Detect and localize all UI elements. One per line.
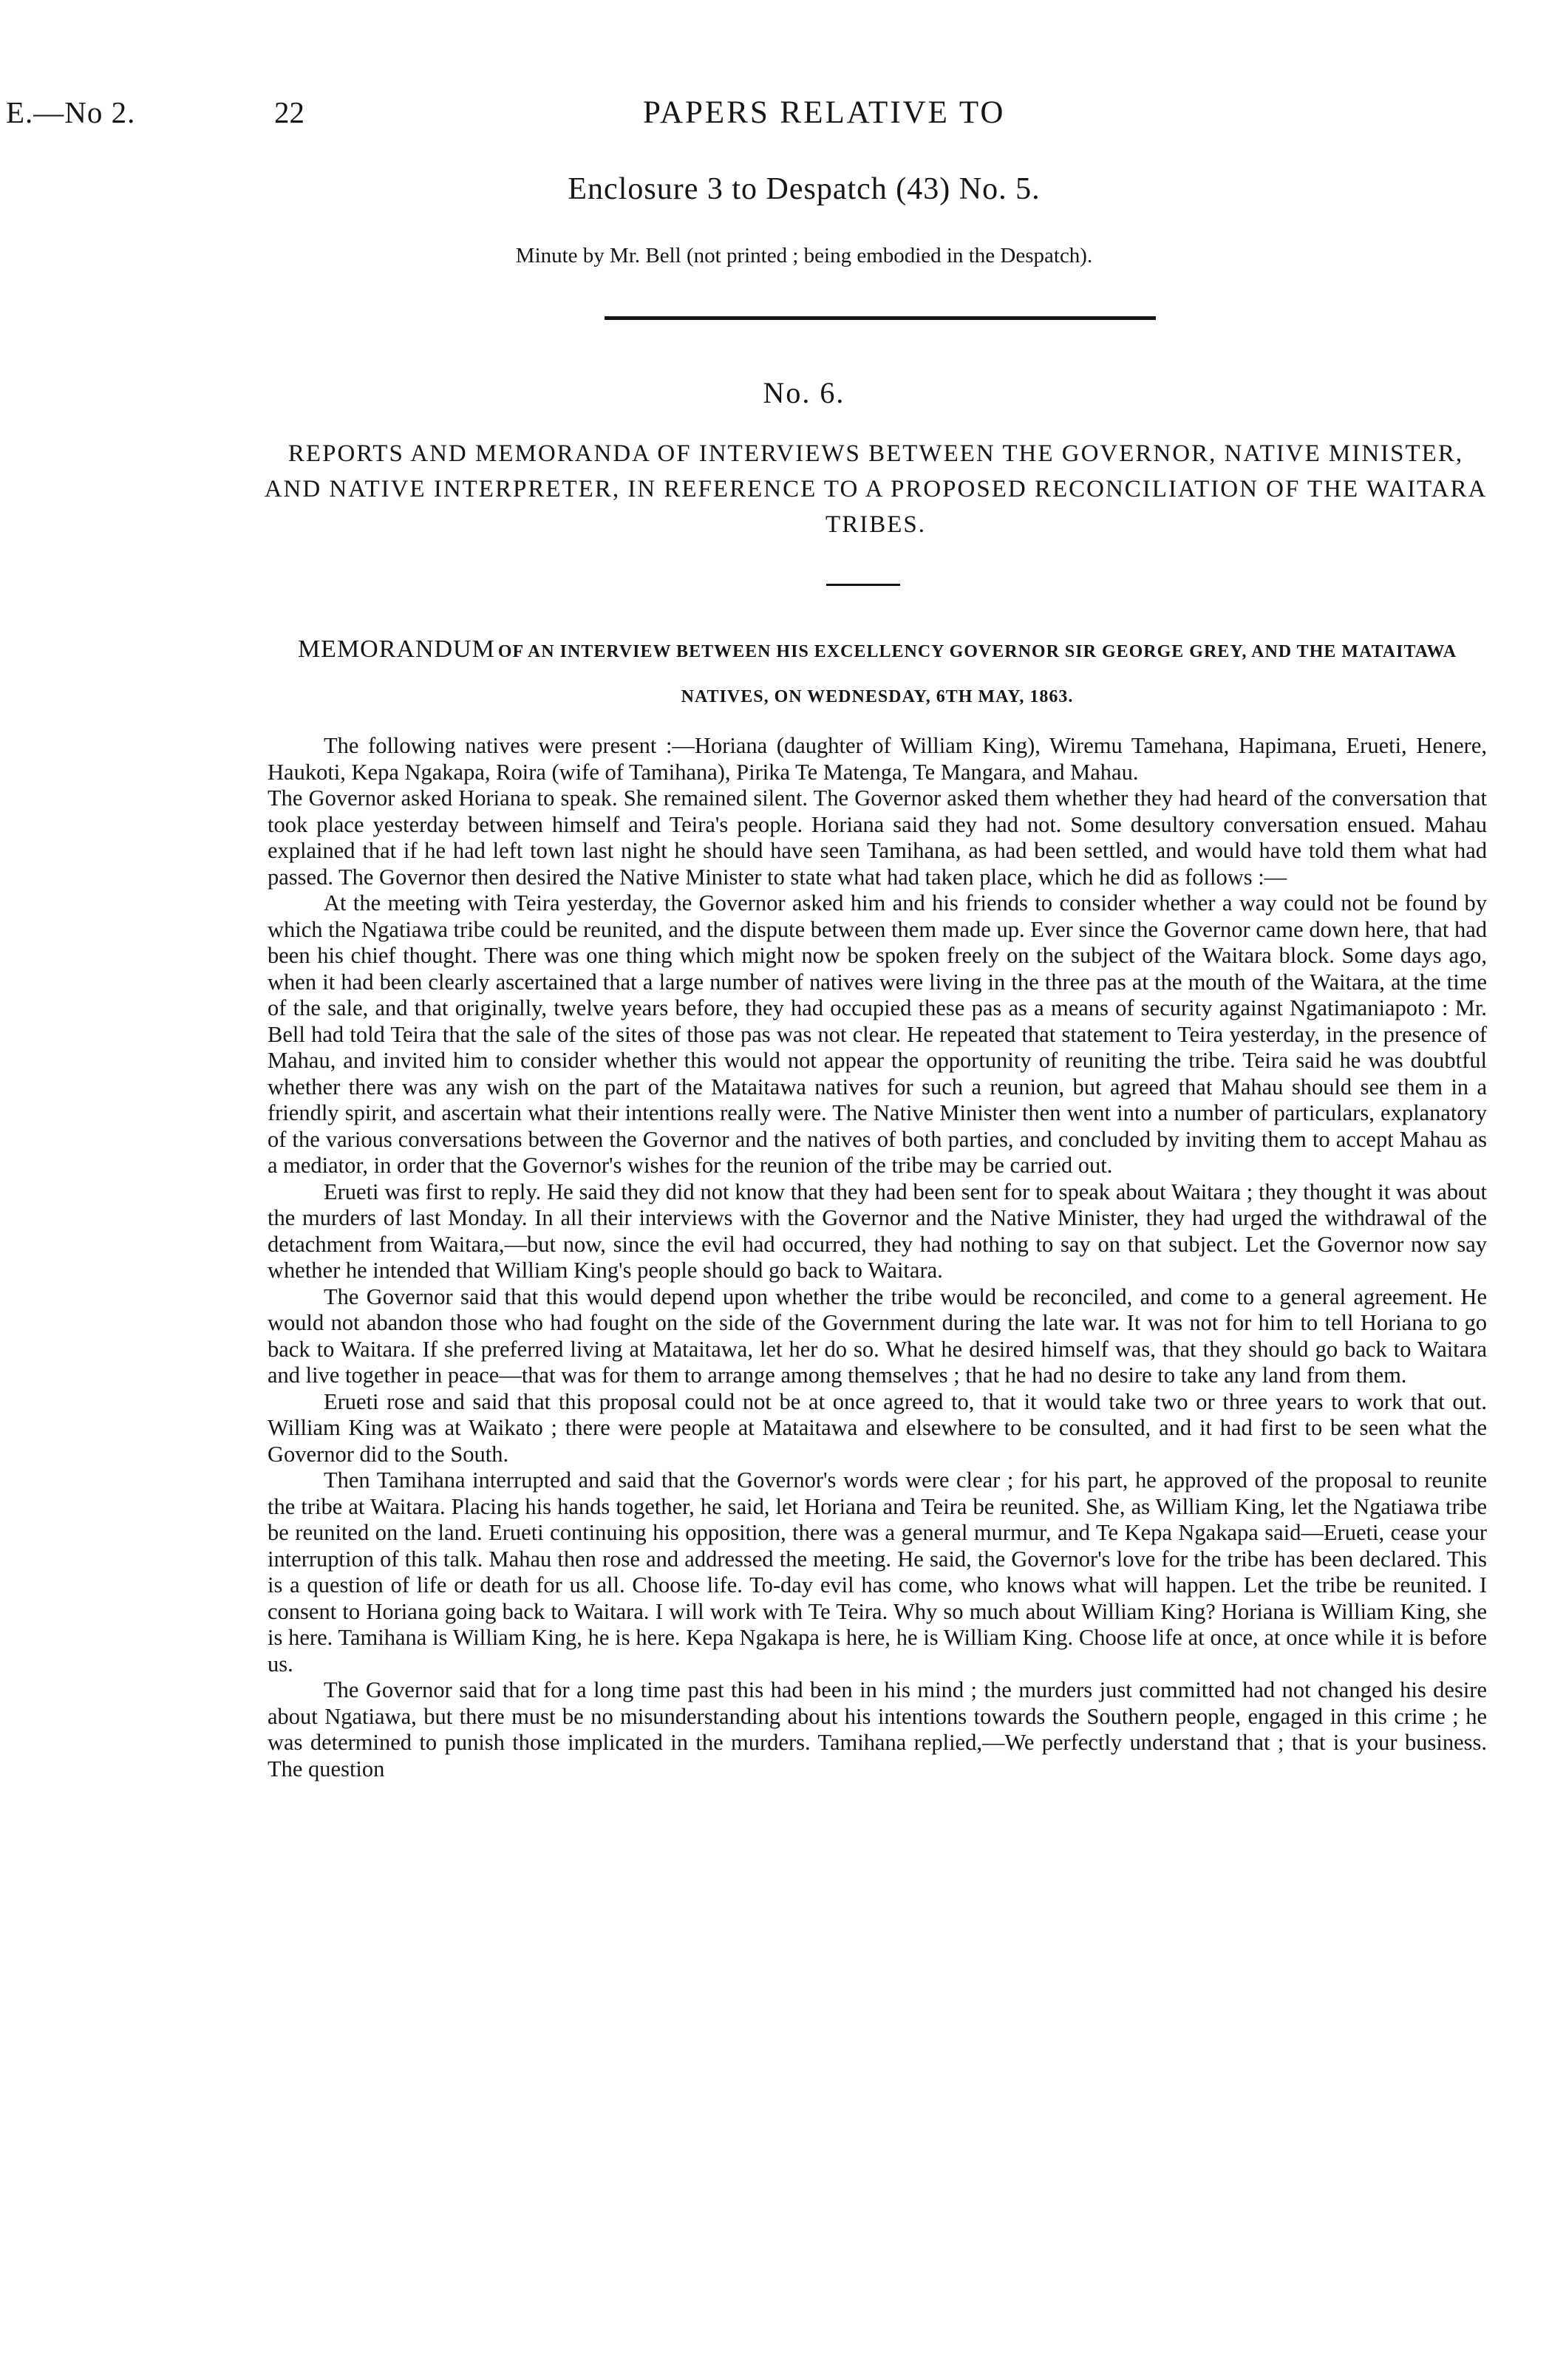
section-number: No. 6. <box>763 376 845 409</box>
heading-divider <box>826 584 900 586</box>
paragraph: The Governor asked Horiana to speak. She remained silent. The Governor asked them whether they had heard of the conversation that took place yesterday between himself and Teira's people. Horiana said they had not. Some desultory conversation ensued. Mahau explained that if he had left town last night he should have seen Tamihana, as had been settled, and would have told them what had passed. The Governor then desired the Native Minister to state what had taken place, which he did as follows :— <box>268 785 1487 890</box>
paragraph: The Governor said that this would depend upon whether the tribe would be reconciled, and come to a general agreement. He would not abandon those who had fought on the side of the Government during the late war. It was not for him to tell Horiana to go back to Waitara. If she preferred living at Mataitawa, let her do so. What he desired himself was, that they should go back to Waitara and live together in peace—that was for them to arrange among themselves ; that he had no desire to take any land from them. <box>268 1283 1487 1388</box>
running-header <box>0 95 1549 139</box>
paragraph: Erueti rose and said that this proposal could not be at once agreed to, that it would take two or three years to work that out. William King was at Waikato ; there were people at Mataitawa and elsewhere to be consulted, and it had first to be seen what the Governor did to the South. <box>268 1388 1487 1467</box>
section-heading: REPORTS AND MEMORANDA OF INTERVIEWS BETWEEN THE GOVERNOR, NATIVE MINISTER, AND NATIVE INTERPRETER, IN REFERENCE TO A PROPOSED RECONCILIATION OF THE WAITARA TRIBES. <box>264 440 1488 538</box>
memorandum-body <box>268 733 1487 1782</box>
paragraph: Erueti was first to reply. He said they did not know that they had been sent for to speak about Waitara ; they thought it was about the murders of last Monday. In all their interviews with the Governor and the Native Minister, they had urged the withdrawal of the detachment from Waitara,—but now, since the evil had occurred, they had nothing to say on that subject. Let the Governor now say whether he intended that William King's people should go back to Waitara. <box>268 1179 1487 1283</box>
paragraph: The Governor said that for a long time past this had been in his mind ; the murders just committed had not changed his desire about Ngatiawa, but there must be no misunderstanding about his intentions towards the Southern people, engaged in this crime ; he was determined to punish those implicated in the murders. Tamihana replied,—We perfectly understand that ; that is your business. The question <box>268 1677 1487 1781</box>
paragraph: The following natives were present :—Horiana (daughter of William King), Wiremu Tamehana, Hapimana, Erueti, Henere, Haukoti, Kepa Ngakapa, Roira (wife of Tamihana), Pirika Te Matenga, Te Mangara, and Mahau. <box>268 733 1487 785</box>
memorandum-title-lead: MEMORANDUM <box>297 635 495 663</box>
memorandum-heading <box>268 628 1487 720</box>
section-divider <box>605 316 1156 320</box>
minute-note: Minute by Mr. Bell (not printed ; being embodied in the Despatch). <box>515 244 1093 267</box>
document-reference: E.—No 2. <box>6 95 136 129</box>
running-title: PAPERS RELATIVE TO <box>643 95 1006 130</box>
memorandum-title-rest: OF AN INTERVIEW BETWEEN HIS EXCELLENCY GOVERNOR SIR GEORGE GREY, AND THE MATAITAWA NATIVES, ON WEDNESDAY, 6TH MAY, 1863. <box>497 642 1457 706</box>
paragraph: Then Tamihana interrupted and said that the Governor's words were clear ; for his part, he approved of the proposal to reunite the tribe at Waitara. Placing his hands together, he said, let Horiana and Teira be reunited. She, as William King, let the Ngatiawa tribe be reunited on the land. Erueti continuing his opposition, there was a general murmur, and Te Kepa Ngakapa said—Erueti, cease your interruption of this talk. Mahau then rose and addressed the meeting. He said, the Governor's love for the tribe has been declared. This is a question of life or death for us all. Choose life. To-day evil has come, who knows what will happen. Let the tribe be reunited. I consent to Horiana going back to Waitara. I will work with Te Teira. Why so much about William King? Horiana is William King, she is here. Tamihana is William King, he is here. Kepa Ngakapa is here, he is William King. Choose life at once, at once while it is before us. <box>268 1467 1487 1677</box>
paragraph: At the meeting with Teira yesterday, the Governor asked him and his friends to consider whether a way could not be found by which the Ngatiawa tribe could be reunited, and the dispute between them made up. Ever since the Governor came down here, that had been his chief thought. There was one thing which might now be spoken freely on the subject of the Waitara block. Some days ago, when it had been clearly ascertained that a large number of natives were living in the three pas at the mouth of the Waitara, at the time of the sale, and that originally, twelve years before, they had occupied these pas as a means of security against Ngatimaniapoto : Mr. Bell had told Teira that the sale of the sites of those pas was not clear. He repeated that statement to Teira yesterday, in the presence of Mahau, and invited him to consider whether this would not appear the opportunity of reuniting the tribe. Teira said he was doubtful whether there was any wish on the part of the Mataitawa natives for such a reunion, but agreed that Mahau should see them in a friendly spirit, and ascertain what their intentions really were. The Native Minister then went into a number of particulars, explanatory of the various conversations between the Governor and the natives of both parties, and concluded by inviting them to accept Mahau as a mediator, in order that the Governor's wishes for the reunion of the tribe may be carried out. <box>268 890 1487 1178</box>
page-number: 22 <box>274 95 304 129</box>
enclosure-title: Enclosure 3 to Despatch (43) No. 5. <box>568 172 1041 206</box>
